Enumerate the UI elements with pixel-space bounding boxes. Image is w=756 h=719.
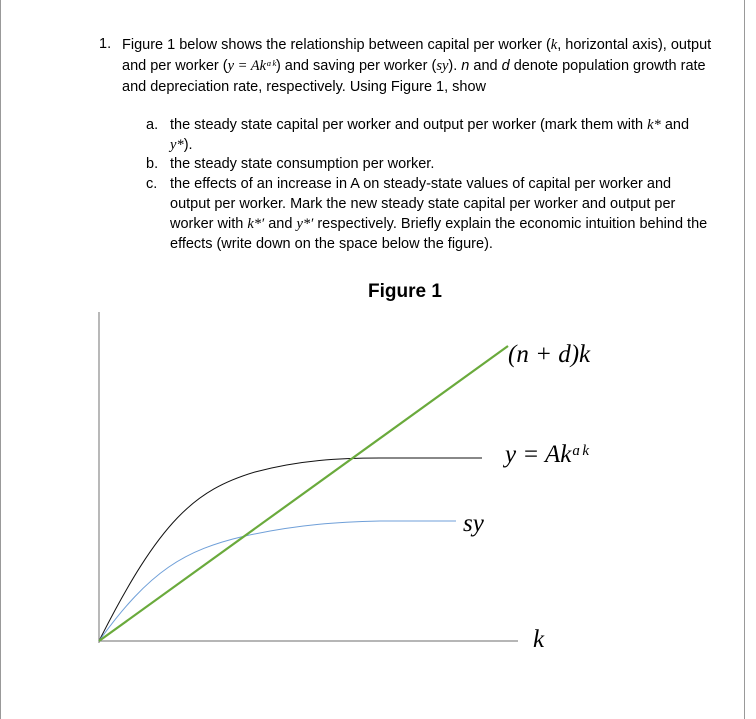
production-curve-label: y = Akᵅᵏ	[505, 441, 589, 468]
saving-curve	[99, 521, 456, 641]
production-function: y = Akᵅᵏ	[227, 58, 276, 74]
question-number: 1.	[99, 36, 112, 52]
figure-title: Figure 1	[368, 281, 442, 302]
x-axis-label: k	[533, 626, 545, 653]
saving-curve-label: sy	[463, 510, 484, 537]
question-text: Figure 1 below shows the relationship between capital per worker (k, horizontal axis), output and per worker (y = Akᵅᵏ) and saving per worker (sy). n and d denote population growth rate and depreciation rate, respectively. Using Figure 1, show	[122, 37, 712, 95]
production-curve	[99, 458, 482, 641]
depreciation-line-label: (n + d)k	[508, 341, 591, 368]
depreciation-line	[99, 346, 508, 641]
